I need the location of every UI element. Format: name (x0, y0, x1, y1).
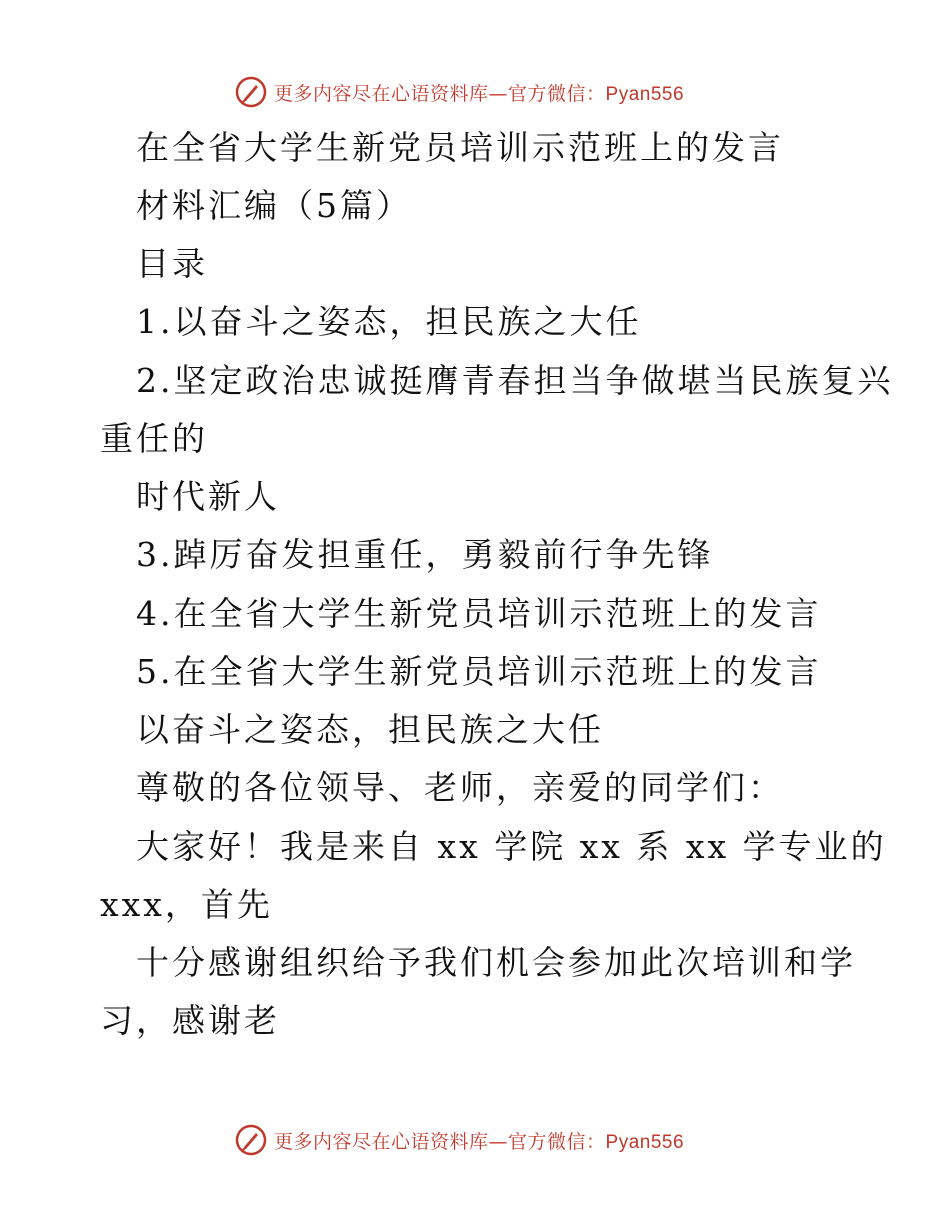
salutation: 尊敬的各位领导、老师，亲爱的同学们： (136, 768, 784, 807)
toc-item: 2.坚定政治忠诚挺膺青春担当争做堪当民族复兴 (136, 361, 894, 400)
banner-wechat-handle: Pyan556 (605, 83, 685, 105)
body-line: 习，感谢老 (100, 1001, 280, 1040)
banner-text (274, 79, 684, 106)
document-title-line-2: 材料汇编（5篇） (136, 186, 412, 225)
banner-main-text: 更多内容尽在心语资料库 (274, 1130, 489, 1153)
toc-item: 4.在全省大学生新党员培训示范班上的发言 (136, 594, 822, 633)
section-title: 以奋斗之姿态，担民族之大任 (136, 710, 604, 749)
banner-main-text: 更多内容尽在心语资料库 (274, 82, 489, 105)
toc-heading: 目录 (136, 244, 208, 283)
banner-wechat-label: 官方微信： (508, 82, 606, 105)
body-line: 大家好！我是来自 xx 学院 xx 系 xx 学专业的 (136, 827, 887, 866)
header-banner (234, 72, 684, 112)
toc-item-continuation: 时代新人 (136, 477, 280, 516)
body-line: 十分感谢组织给予我们机会参加此次培训和学 (136, 943, 856, 982)
banner-wechat-label: 官方微信： (508, 1130, 606, 1153)
body-line: xxx，首先 (100, 885, 273, 924)
document-title-line-1: 在全省大学生新党员培训示范班上的发言 (136, 128, 784, 167)
toc-item-continuation: 重任的 (100, 419, 208, 458)
toc-item: 1.以奋斗之姿态，担民族之大任 (136, 302, 642, 341)
quill-logo-icon (234, 75, 268, 109)
toc-item: 3.踔厉奋发担重任，勇毅前行争先锋 (136, 535, 714, 574)
quill-logo-icon (234, 1123, 268, 1157)
banner-dash: — (488, 1130, 509, 1153)
banner-wechat-handle: Pyan556 (605, 1131, 685, 1153)
banner-dash: — (488, 82, 509, 105)
toc-item: 5.在全省大学生新党员培训示范班上的发言 (136, 652, 822, 691)
footer-banner (234, 1120, 684, 1160)
banner-text (274, 1127, 684, 1154)
